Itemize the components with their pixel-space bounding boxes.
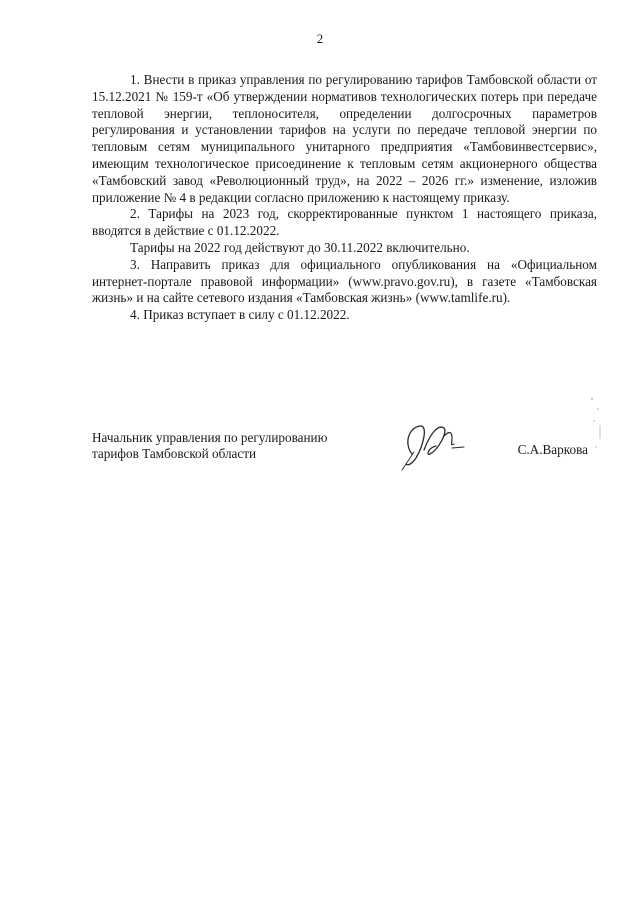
- paragraph-2: 2. Тарифы на 2023 год, скорректированные пунктом 1 настоящего приказа, вводятся в действие с 01.12.2022.: [92, 206, 597, 239]
- scan-margin-marks: [588, 395, 608, 455]
- paragraph-4: 4. Приказ вступает в силу с 01.12.2022.: [130, 307, 350, 323]
- signatory-name: С.А.Варкова: [517, 442, 588, 457]
- paragraph-2-continued: Тарифы на 2022 год действуют до 30.11.2022 включительно.: [130, 239, 470, 255]
- paragraph-3: 3. Направить приказ для официального опубликования на «Официальном интернет-портале правовой информации» (www.pravo.gov.ru), в газете «Тамбовская жизнь» и на сайте сетевого издания «Тамбовская жизнь» (www.tamlife.ru).: [92, 256, 597, 306]
- page-number: 2: [316, 31, 324, 46]
- handwritten-signature: [394, 414, 474, 474]
- document-body: [92, 72, 597, 324]
- paragraph-1: 1. Внести в приказ управления по регулированию тарифов Тамбовской области от 15.12.2021 № 159-т «Об утверждении нормативов технологических потерь при передаче тепловой энергии, теплоносителя, определении долгосрочных параметров регулирования и установлении тарифов на услуги по передаче тепловой энергии по тепловым сетям муниципального унитарного предприятия «Тамбовинвестсервис», имеющим технологическое присоединение к тепловым сетям акционерного общества «Тамбовский завод «Революционный труд», на 2022 – 2026 гг.» изменение, изложив приложение № 4 в редакции согласно приложению к настоящему приказу.: [92, 72, 597, 205]
- signatory-position-line-2: тарифов Тамбовской области: [92, 446, 257, 461]
- signatory-position: [92, 430, 382, 462]
- signature-block: [92, 430, 602, 490]
- signatory-position-line-1: Начальник управления по регулированию: [92, 430, 328, 445]
